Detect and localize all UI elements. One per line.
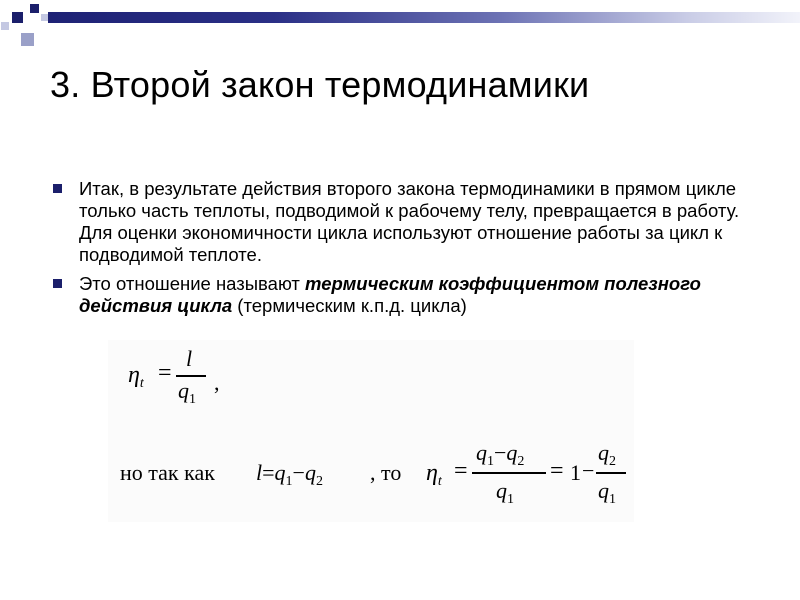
but-since-text: но так как	[120, 460, 215, 485]
bullet-text-after: (термическим к.п.д. цикла)	[232, 295, 467, 316]
decor-square	[12, 12, 23, 23]
comma: ,	[214, 370, 220, 395]
numerator-q2: $q_2$	[598, 440, 616, 469]
equals-sign-3: =	[550, 458, 564, 484]
numerator-l: l	[186, 346, 193, 371]
header-band	[48, 12, 800, 23]
denominator-q1-2: $q_1$	[496, 478, 514, 507]
slide-title: 3. Второй закон термодинамики	[50, 64, 590, 105]
decor-square	[30, 4, 39, 13]
denominator-q1: $q_1$	[178, 378, 196, 407]
eta-symbol-2: $\eta_t$	[426, 460, 442, 489]
bullet-emphasis: термическим коэффициентом полезного действия цикла	[79, 273, 701, 316]
decor-square	[41, 14, 48, 21]
then-text: , то	[370, 460, 402, 485]
bullet-square-icon	[53, 184, 62, 193]
equals-sign-2: =	[454, 458, 468, 484]
fraction-bar	[176, 375, 206, 377]
fraction-bar-2	[472, 472, 546, 474]
formula-block	[108, 340, 634, 522]
work-equation: $l=q_1-q_2$	[256, 460, 323, 489]
bullet-text-before: Это отношение называют	[79, 273, 306, 294]
numerator-q1-minus-q2: $q_1-q_2$	[476, 440, 525, 469]
bullet-item	[53, 178, 753, 266]
one-value: 1	[570, 460, 581, 485]
bullet-text: Итак, в результате действия второго закона термодинамики в прямом цикле только часть теплоты, подводимой к рабочему телу, превращается в работу. Для оценки экономичности цикла используют отношение работы за цикл к подводимой теплоте.	[79, 178, 740, 265]
decor-square	[21, 33, 34, 46]
bullet-list	[53, 178, 753, 324]
eta-symbol: $\eta_t$	[128, 362, 144, 391]
bullet-square-icon	[53, 279, 62, 288]
minus-sign: −	[582, 458, 595, 483]
equals-sign: =	[158, 360, 172, 386]
bullet-item	[53, 273, 753, 317]
fraction-bar-3	[596, 472, 626, 474]
denominator-q1-3: $q_1$	[598, 478, 616, 507]
decor-square	[1, 22, 9, 30]
